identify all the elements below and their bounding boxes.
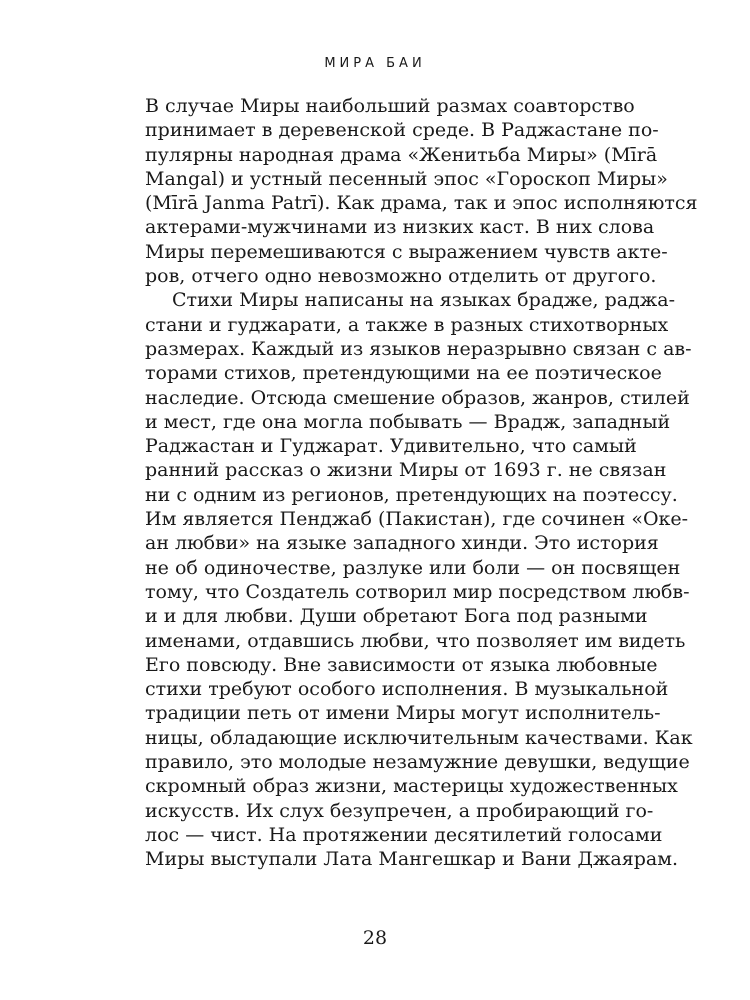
text-line: размерах. Каждый из языков неразрывно связан с ав- [145,337,692,360]
text-line: принимает в деревенской среде. В Раджастане по- [145,119,659,142]
text-line: не об одиночестве, разлуке или боли — он посвящен [145,556,681,579]
text-line: Раджастан и Гуджарат. Удивительно, что самый [145,435,637,458]
text-line: скромный образ жизни, мастерицы художественных [145,775,678,798]
text-line: В случае Миры наибольший размах соавторство [145,95,635,117]
text-line: и и для любви. Души обретают Бога под разными [145,605,648,628]
paragraph [145,288,693,871]
running-head: МИРА БАИ [324,56,426,71]
text-line: ан любви» на языке западного хинди. Это история [145,532,659,555]
text-line: пулярны народная драма «Женитьба Миры» (Mīrā [145,143,658,166]
text-line: ницы, обладающие исключительным качествами. Как [145,726,693,749]
text-line: Mangal) и устный песенный эпос «Гороскоп Миры» [145,167,668,190]
paragraph [145,94,698,288]
text-line: тому, что Создатель сотворил мир посредством любв- [145,580,690,603]
text-line: Миры выступали Лата Мангешкар и Вани Джаярам. [145,848,679,871]
text-line: и мест, где она могла побывать — Врадж, западный [145,410,671,433]
text-line: наследие. Отсюда смешение образов, жанров, стилей [145,386,690,409]
text-line: ров, отчего одно невозможно отделить от другого. [145,265,657,288]
page-number: 28 [362,927,388,949]
text-line: Его повсюду. Вне зависимости от языка любовные [145,653,658,676]
text-line: Стихи Миры написаны на языках брадже, раджа- [172,289,675,312]
text-line: правило, это молодые незамужние девушки, ведущие [145,751,690,774]
text-line: (Mīrā Janma Patrī). Как драма, так и эпос исполняются [145,192,698,215]
text-line: традиции петь от имени Миры могут исполнитель- [145,702,661,725]
text-line: ранний рассказ о жизни Миры от 1693 г. не связан [145,459,667,482]
text-line: искусств. Их слух безупречен, а пробирающий го- [145,799,654,822]
text-line: стихи требуют особого исполнения. В музыкальной [145,678,669,701]
text-line: лос — чист. На протяжении десятилетий голосами [145,823,663,846]
text-line: именами, отдавшись любви, что позволяет им видеть [145,629,686,652]
text-line: торами стихов, претендующими на ее поэтическое [145,362,662,385]
text-line: стани и гуджарати, а также в разных стихотворных [145,313,669,336]
text-line: ни с одним из регионов, претендующих на поэтессу. [145,483,678,506]
text-line: актерами-мужчинами из низких каст. В них слова [145,216,655,239]
text-line: Им является Пенджаб (Пакистан), где сочинен «Оке- [145,508,689,531]
body-text [145,94,698,872]
text-line: Миры перемешиваются с выражением чувств акте- [145,240,668,263]
